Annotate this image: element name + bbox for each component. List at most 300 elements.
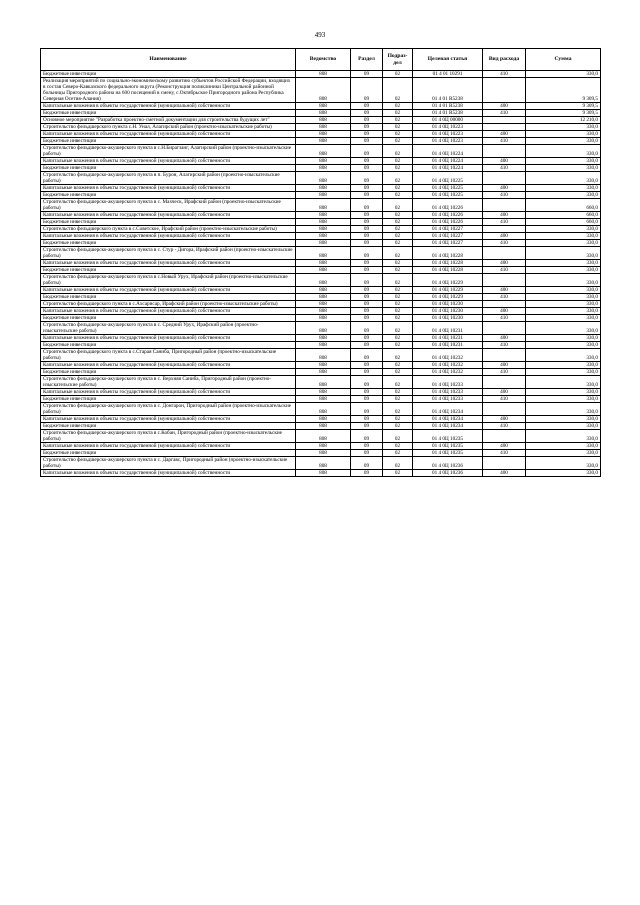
row-department: 808 — [296, 247, 351, 260]
row-name: Бюджетные инвестиции — [41, 192, 296, 199]
row-target-item: 01 4 0Ц 10233 — [413, 389, 483, 396]
row-expense-type — [483, 226, 526, 233]
table-row — [41, 376, 601, 389]
row-expense-type — [483, 172, 526, 185]
column-header-subsection: Подраз-дел — [383, 49, 413, 71]
row-target-item: 01 4 0Ц 10226 — [413, 199, 483, 212]
table-row — [41, 240, 601, 247]
row-target-item: 01 4 0Ц 10236 — [413, 457, 483, 470]
row-expense-type — [483, 124, 526, 131]
table-row — [41, 212, 601, 219]
row-expense-type: 410 — [483, 71, 526, 78]
row-target-item: 01 4 0Ц 10223 — [413, 138, 483, 145]
row-expense-type — [483, 376, 526, 389]
table-row — [41, 165, 601, 172]
table-row — [41, 443, 601, 450]
row-department: 808 — [296, 369, 351, 376]
row-expense-type — [483, 274, 526, 287]
row-target-item: 01 4 0Ц 10233 — [413, 376, 483, 389]
row-subsection: 02 — [383, 301, 413, 308]
row-department: 808 — [296, 219, 351, 226]
row-section: 09 — [351, 219, 383, 226]
table-row — [41, 158, 601, 165]
row-target-item: 01 4 01 R5238 — [413, 110, 483, 117]
table-row — [41, 267, 601, 274]
row-expense-type — [483, 78, 526, 103]
table-body — [41, 71, 601, 477]
row-section: 09 — [351, 172, 383, 185]
row-department: 808 — [296, 294, 351, 301]
table-row — [41, 138, 601, 145]
row-name: Бюджетные инвестиции — [41, 450, 296, 457]
table-row — [41, 145, 601, 158]
row-target-item: 01 4 0Ц 10223 — [413, 124, 483, 131]
row-amount: 330,0 — [526, 124, 601, 131]
row-expense-type: 410 — [483, 315, 526, 322]
row-amount: 330,0 — [526, 335, 601, 342]
row-department: 808 — [296, 403, 351, 416]
row-section: 09 — [351, 110, 383, 117]
row-expense-type: 410 — [483, 369, 526, 376]
row-subsection: 02 — [383, 274, 413, 287]
row-section: 09 — [351, 470, 383, 477]
row-section: 09 — [351, 403, 383, 416]
row-subsection: 02 — [383, 294, 413, 301]
row-subsection: 02 — [383, 470, 413, 477]
row-section: 09 — [351, 117, 383, 124]
table-header — [41, 49, 601, 71]
table-row — [41, 342, 601, 349]
table-row — [41, 430, 601, 443]
row-subsection: 02 — [383, 403, 413, 416]
row-subsection: 02 — [383, 240, 413, 247]
row-section: 09 — [351, 423, 383, 430]
row-subsection: 02 — [383, 199, 413, 212]
row-expense-type: 400 — [483, 416, 526, 423]
row-target-item: 01 4 0Ц 00000 — [413, 117, 483, 124]
row-subsection: 02 — [383, 226, 413, 233]
row-subsection: 02 — [383, 247, 413, 260]
row-amount: 330,0 — [526, 226, 601, 233]
row-subsection: 02 — [383, 71, 413, 78]
row-section: 09 — [351, 260, 383, 267]
table-row — [41, 308, 601, 315]
table-row — [41, 450, 601, 457]
row-expense-type: 410 — [483, 165, 526, 172]
row-expense-type — [483, 301, 526, 308]
table-row — [41, 362, 601, 369]
row-section: 09 — [351, 294, 383, 301]
row-target-item: 01 4 0Ц 10226 — [413, 219, 483, 226]
row-department: 808 — [296, 267, 351, 274]
row-subsection: 02 — [383, 342, 413, 349]
row-amount: 330,0 — [526, 131, 601, 138]
row-section: 09 — [351, 335, 383, 342]
row-expense-type: 410 — [483, 240, 526, 247]
row-section: 09 — [351, 389, 383, 396]
row-section: 09 — [351, 103, 383, 110]
row-section: 09 — [351, 124, 383, 131]
row-target-item: 01 4 0Ц 10229 — [413, 287, 483, 294]
row-amount: 330,0 — [526, 389, 601, 396]
row-subsection: 02 — [383, 124, 413, 131]
row-expense-type: 400 — [483, 158, 526, 165]
row-section: 09 — [351, 362, 383, 369]
row-section: 09 — [351, 450, 383, 457]
row-name: Капитальные вложения в объекты государственной (муниципальной) собственности — [41, 443, 296, 450]
row-expense-type: 400 — [483, 389, 526, 396]
row-section: 09 — [351, 430, 383, 443]
row-section: 09 — [351, 349, 383, 362]
table-row — [41, 389, 601, 396]
row-name: Бюджетные инвестиции — [41, 267, 296, 274]
row-subsection: 02 — [383, 423, 413, 430]
row-amount: 330,0 — [526, 294, 601, 301]
row-expense-type — [483, 403, 526, 416]
row-section: 09 — [351, 457, 383, 470]
row-name: Капитальные вложения в объекты государственной (муниципальной) собственности — [41, 185, 296, 192]
row-amount: 660,0 — [526, 212, 601, 219]
row-expense-type: 410 — [483, 342, 526, 349]
row-subsection: 02 — [383, 308, 413, 315]
row-expense-type: 410 — [483, 450, 526, 457]
row-name: Капитальные вложения в объекты государственной (муниципальной) собственности — [41, 103, 296, 110]
row-name: Капитальные вложения в объекты государственной (муниципальной) собственности — [41, 287, 296, 294]
row-expense-type: 410 — [483, 267, 526, 274]
row-name: Строительство фельдшерско-акушерского пункта в с. Стур - Дигора, Ирафский район (проектно-изыскательские работы) — [41, 247, 296, 260]
row-subsection: 02 — [383, 233, 413, 240]
column-header-department: Ведомство — [296, 49, 351, 71]
row-amount: 330,0 — [526, 457, 601, 470]
row-department: 808 — [296, 308, 351, 315]
row-department: 808 — [296, 233, 351, 240]
row-section: 09 — [351, 308, 383, 315]
row-name: Бюджетные инвестиции — [41, 110, 296, 117]
table-row — [41, 287, 601, 294]
row-subsection: 02 — [383, 185, 413, 192]
row-department: 808 — [296, 71, 351, 78]
table-row — [41, 78, 601, 103]
row-name: Бюджетные инвестиции — [41, 369, 296, 376]
table-row — [41, 233, 601, 240]
column-header-section: Раздел — [351, 49, 383, 71]
budget-table — [40, 48, 601, 477]
row-expense-type: 400 — [483, 287, 526, 294]
row-expense-type — [483, 199, 526, 212]
row-expense-type: 410 — [483, 110, 526, 117]
row-section: 09 — [351, 158, 383, 165]
row-section: 09 — [351, 212, 383, 219]
column-header-target-item: Целевая статья — [413, 49, 483, 71]
row-department: 808 — [296, 322, 351, 335]
row-section: 09 — [351, 247, 383, 260]
row-department: 808 — [296, 226, 351, 233]
row-department: 808 — [296, 389, 351, 396]
row-expense-type: 410 — [483, 192, 526, 199]
row-section: 09 — [351, 145, 383, 158]
table-row — [41, 199, 601, 212]
row-name: Строительство фельдшерско-акушерского пункта в с.Новый Урух, Ирафский район (проектно-изыскательские работы) — [41, 274, 296, 287]
row-department: 808 — [296, 172, 351, 185]
row-target-item: 01 4 0Ц 10227 — [413, 233, 483, 240]
row-name: Строительство фельдшерского пункта в с.Старая Саниба, Пригородный район (проектно-изыскательские работы) — [41, 349, 296, 362]
row-section: 09 — [351, 267, 383, 274]
row-subsection: 02 — [383, 315, 413, 322]
row-target-item: 01 4 0Ц 10230 — [413, 301, 483, 308]
row-name: Строительство фельдшерско-акушерского пункта в с. Средний Урух, Ирафский район (проектно-изыскательские работы) — [41, 322, 296, 335]
row-expense-type — [483, 430, 526, 443]
row-amount: 330,0 — [526, 260, 601, 267]
row-amount: 330,0 — [526, 192, 601, 199]
row-subsection: 02 — [383, 443, 413, 450]
row-department: 808 — [296, 416, 351, 423]
row-expense-type: 400 — [483, 470, 526, 477]
table-row — [41, 124, 601, 131]
row-target-item: 01 4 0Ц 10235 — [413, 443, 483, 450]
row-expense-type — [483, 117, 526, 124]
row-department: 808 — [296, 131, 351, 138]
row-target-item: 01 4 0Ц 10228 — [413, 267, 483, 274]
table-row — [41, 396, 601, 403]
row-department: 808 — [296, 443, 351, 450]
table-row — [41, 294, 601, 301]
row-amount: 330,0 — [526, 267, 601, 274]
row-amount: 330,0 — [526, 247, 601, 260]
row-subsection: 02 — [383, 450, 413, 457]
row-name: Строительство фельдшерского пункта в с.Советское, Ирафский район (проектно-изыскательские работы) — [41, 226, 296, 233]
row-subsection: 02 — [383, 376, 413, 389]
page-number: 493 — [314, 31, 326, 39]
row-subsection: 02 — [383, 260, 413, 267]
row-target-item: 01 4 0Ц 10231 — [413, 322, 483, 335]
row-amount: 330,0 — [526, 443, 601, 450]
row-expense-type: 410 — [483, 423, 526, 430]
row-expense-type — [483, 322, 526, 335]
row-department: 808 — [296, 185, 351, 192]
row-amount: 330,0 — [526, 349, 601, 362]
row-name: Строительство фельдшерско-акушерского пункта в с. Махческ, Ирафский район (проектно-изыскательские работы) — [41, 199, 296, 212]
row-amount: 330,0 — [526, 158, 601, 165]
row-expense-type: 400 — [483, 103, 526, 110]
row-subsection: 02 — [383, 110, 413, 117]
row-name: Капитальные вложения в объекты государственной (муниципальной) собственности — [41, 470, 296, 477]
row-section: 09 — [351, 342, 383, 349]
row-subsection: 02 — [383, 145, 413, 158]
row-name: Капитальные вложения в объекты государственной (муниципальной) собственности — [41, 389, 296, 396]
row-expense-type: 400 — [483, 260, 526, 267]
row-target-item: 01 4 01 R5238 — [413, 103, 483, 110]
row-target-item: 01 4 0Ц 10223 — [413, 131, 483, 138]
row-name: Капитальные вложения в объекты государственной (муниципальной) собственности — [41, 416, 296, 423]
row-target-item: 01 4 0Ц 10227 — [413, 240, 483, 247]
table-row — [41, 103, 601, 110]
row-expense-type: 410 — [483, 138, 526, 145]
table-row — [41, 335, 601, 342]
row-target-item: 01 4 0Ц 10236 — [413, 470, 483, 477]
row-amount: 330,0 — [526, 342, 601, 349]
row-section: 09 — [351, 78, 383, 103]
table-row — [41, 131, 601, 138]
row-expense-type: 400 — [483, 308, 526, 315]
table-row — [41, 322, 601, 335]
row-target-item: 01 4 0Ц 10224 — [413, 158, 483, 165]
row-amount: 330,0 — [526, 470, 601, 477]
row-target-item: 01 4 0Ц 10231 — [413, 342, 483, 349]
row-target-item: 01 4 01 10291 — [413, 71, 483, 78]
row-name: Бюджетные инвестиции — [41, 138, 296, 145]
row-subsection: 02 — [383, 267, 413, 274]
row-expense-type: 400 — [483, 335, 526, 342]
row-amount: 330,0 — [526, 145, 601, 158]
row-amount: 330,0 — [526, 287, 601, 294]
row-amount: 330,0 — [526, 416, 601, 423]
table-row — [41, 117, 601, 124]
row-department: 808 — [296, 450, 351, 457]
row-department: 808 — [296, 124, 351, 131]
row-department: 808 — [296, 165, 351, 172]
row-target-item: 01 4 0Ц 10228 — [413, 247, 483, 260]
row-department: 808 — [296, 342, 351, 349]
row-subsection: 02 — [383, 349, 413, 362]
row-expense-type: 400 — [483, 185, 526, 192]
row-amount: 330,0 — [526, 322, 601, 335]
row-subsection: 02 — [383, 165, 413, 172]
table-row — [41, 71, 601, 78]
table-row — [41, 219, 601, 226]
row-section: 09 — [351, 396, 383, 403]
row-target-item: 01 4 0Ц 10225 — [413, 172, 483, 185]
row-name: Основное мероприятие "Разработка проектно-сметной документации для строительства будущих лет" — [41, 117, 296, 124]
row-amount: 12 210,0 — [526, 117, 601, 124]
row-expense-type: 400 — [483, 362, 526, 369]
row-target-item: 01 4 0Ц 10234 — [413, 423, 483, 430]
row-name: Капитальные вложения в объекты государственной (муниципальной) собственности — [41, 260, 296, 267]
row-department: 808 — [296, 212, 351, 219]
row-department: 808 — [296, 274, 351, 287]
row-name: Реализация мероприятий по социально-экономическому развитию субъектов Российской Федерации, входящих в состав Северо-Кавказского федерального округа (Реконструкция поликлиники Центральной районной больницы Пригородного района на 600 посещений в смену, с.Октябрьское Пригородного района Республика Северная Осетия-Алания) — [41, 78, 296, 103]
table-row — [41, 260, 601, 267]
row-section: 09 — [351, 233, 383, 240]
table-row — [41, 470, 601, 477]
row-target-item: 01 4 0Ц 10232 — [413, 362, 483, 369]
row-target-item: 01 4 0Ц 10224 — [413, 165, 483, 172]
table-row — [41, 172, 601, 185]
row-amount: 330,0 — [526, 403, 601, 416]
row-section: 09 — [351, 226, 383, 233]
table-row — [41, 301, 601, 308]
table-row — [41, 416, 601, 423]
row-target-item: 01 4 0Ц 10231 — [413, 335, 483, 342]
row-name: Капитальные вложения в объекты государственной (муниципальной) собственности — [41, 233, 296, 240]
row-amount: 330,0 — [526, 369, 601, 376]
row-name: Бюджетные инвестиции — [41, 240, 296, 247]
row-section: 09 — [351, 376, 383, 389]
row-subsection: 02 — [383, 158, 413, 165]
row-expense-type: 400 — [483, 443, 526, 450]
row-subsection: 02 — [383, 131, 413, 138]
row-section: 09 — [351, 301, 383, 308]
row-section: 09 — [351, 138, 383, 145]
row-subsection: 02 — [383, 103, 413, 110]
row-subsection: 02 — [383, 457, 413, 470]
row-department: 808 — [296, 376, 351, 389]
row-amount: 330,0 — [526, 450, 601, 457]
row-target-item: 01 4 0Ц 10234 — [413, 403, 483, 416]
row-department: 808 — [296, 145, 351, 158]
row-department: 808 — [296, 78, 351, 103]
row-amount: 9 309,5 — [526, 110, 601, 117]
row-amount: 330,0 — [526, 396, 601, 403]
row-amount: 330,0 — [526, 185, 601, 192]
row-target-item: 01 4 0Ц 10227 — [413, 226, 483, 233]
row-section: 09 — [351, 192, 383, 199]
row-department: 808 — [296, 287, 351, 294]
table-row — [41, 274, 601, 287]
row-department: 808 — [296, 260, 351, 267]
row-section: 09 — [351, 287, 383, 294]
row-department: 808 — [296, 199, 351, 212]
row-amount: 330,0 — [526, 274, 601, 287]
row-subsection: 02 — [383, 138, 413, 145]
row-section: 09 — [351, 274, 383, 287]
row-section: 09 — [351, 369, 383, 376]
row-target-item: 01 4 0Ц 10226 — [413, 212, 483, 219]
row-subsection: 02 — [383, 369, 413, 376]
row-amount: 330,0 — [526, 362, 601, 369]
row-target-item: 01 4 01 R5238 — [413, 78, 483, 103]
table-row — [41, 185, 601, 192]
row-name: Бюджетные инвестиции — [41, 423, 296, 430]
row-expense-type: 400 — [483, 131, 526, 138]
row-amount: 330,0 — [526, 315, 601, 322]
row-subsection: 02 — [383, 335, 413, 342]
row-name: Строительство фельдшерского пункта в с.Ахсарисар, Ирафский район (проектно-изыскательские работы) — [41, 301, 296, 308]
row-amount: 330,0 — [526, 138, 601, 145]
row-section: 09 — [351, 199, 383, 212]
row-name: Капитальные вложения в объекты государственной (муниципальной) собственности — [41, 158, 296, 165]
row-name: Капитальные вложения в объекты государственной (муниципальной) собственности — [41, 212, 296, 219]
row-subsection: 02 — [383, 396, 413, 403]
row-expense-type — [483, 349, 526, 362]
row-amount: 9 309,5 — [526, 103, 601, 110]
row-amount: 330,0 — [526, 172, 601, 185]
row-section: 09 — [351, 315, 383, 322]
row-department: 808 — [296, 349, 351, 362]
row-section: 09 — [351, 322, 383, 335]
row-amount: 660,0 — [526, 199, 601, 212]
row-name: Капитальные вложения в объекты государственной (муниципальной) собственности — [41, 335, 296, 342]
row-expense-type — [483, 247, 526, 260]
column-header-amount: Сумма — [526, 49, 601, 71]
row-name: Строительство фельдшерско-акушерского пункта в с.Н.Бирагзанг, Алагирский район (проектно-изыскательские работы) — [41, 145, 296, 158]
row-name: Бюджетные инвестиции — [41, 396, 296, 403]
row-department: 808 — [296, 457, 351, 470]
row-target-item: 01 4 0Ц 10232 — [413, 349, 483, 362]
row-section: 09 — [351, 416, 383, 423]
row-subsection: 02 — [383, 219, 413, 226]
row-subsection: 02 — [383, 117, 413, 124]
row-section: 09 — [351, 240, 383, 247]
row-target-item: 01 4 0Ц 10235 — [413, 430, 483, 443]
row-amount: 660,0 — [526, 219, 601, 226]
row-amount: 330,0 — [526, 233, 601, 240]
row-name: Строительство фельдшерско-акушерского пункта в с. Верхняя Саниба, Пригородный район (проектно-изыскательские работы) — [41, 376, 296, 389]
row-subsection: 02 — [383, 362, 413, 369]
row-target-item: 01 4 0Ц 10225 — [413, 185, 483, 192]
column-header-name: Наименование — [41, 49, 296, 71]
row-section: 09 — [351, 165, 383, 172]
row-name: Строительство фельдшерско-акушерского пункта в п. Бурон, Алагирский район (проектно-изыскательские работы) — [41, 172, 296, 185]
